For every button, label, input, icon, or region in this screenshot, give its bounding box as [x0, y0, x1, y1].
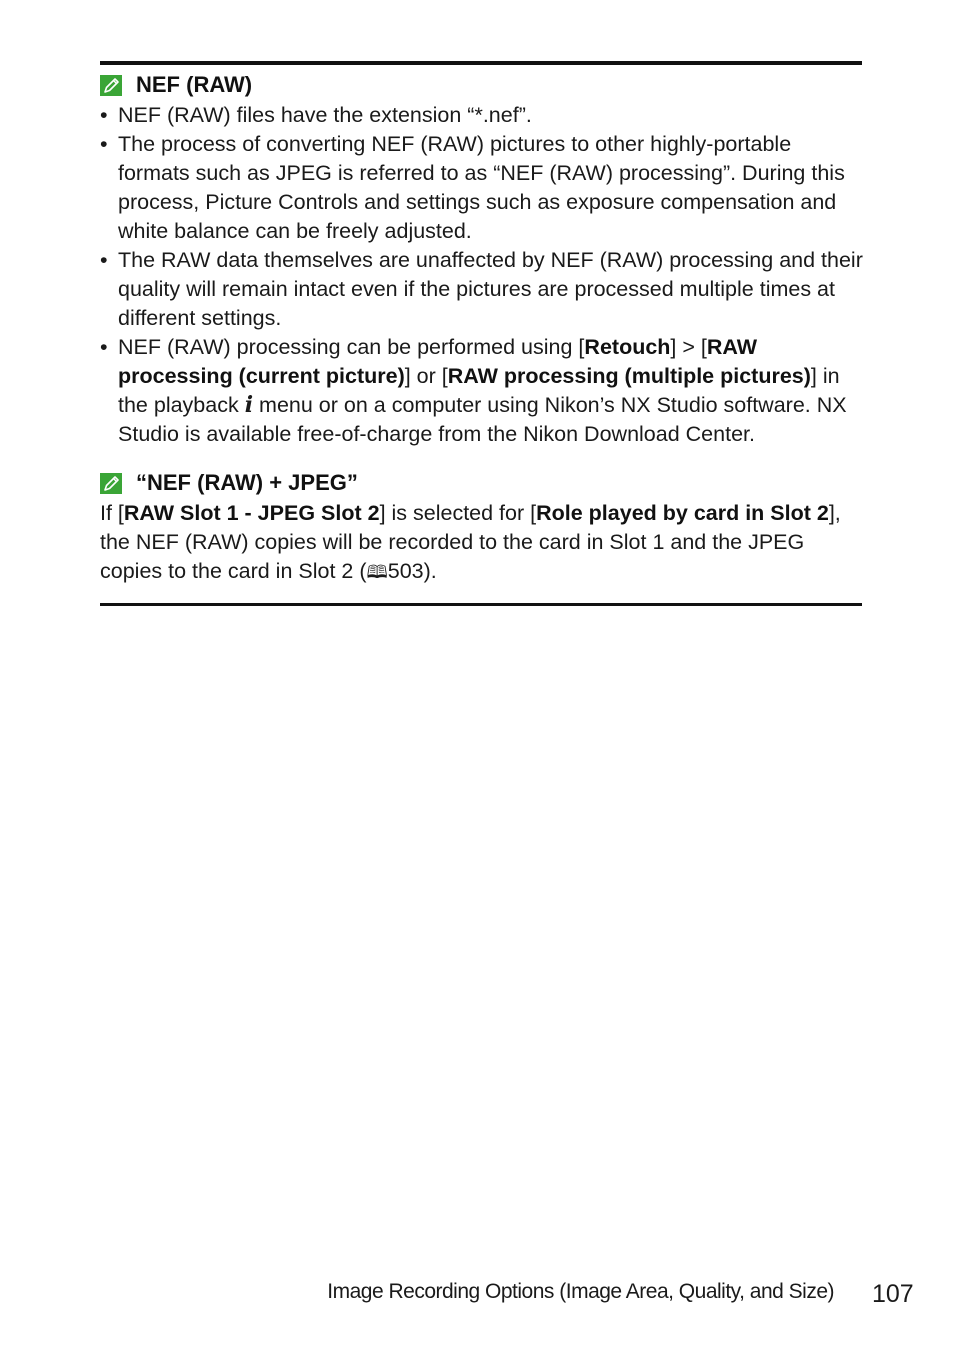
note-heading-nef-raw-jpeg [100, 468, 358, 497]
note-heading-nef-raw [100, 70, 252, 99]
body-text: The RAW data themselves are unaffected by NEF (RAW) processing and their quality will remain intact even if the pictures are processed multiple times at different settings. [118, 248, 863, 330]
playback-i-icon: i [244, 392, 254, 418]
note-title: NEF (RAW) [136, 72, 253, 97]
body-text: If [ [100, 501, 124, 525]
pencil-note-icon [100, 472, 122, 493]
menu-item-reference: Role played by card in Slot 2 [536, 501, 829, 525]
menu-item-reference: RAW processing (current picture) [118, 335, 758, 388]
menu-item-reference: RAW Slot 1 - JPEG Slot 2 [123, 501, 380, 525]
body-text: ], the NEF (RAW) copies will be recorded to the card in Slot 1 and the JPEG copies to the card in Slot 2 ( [100, 501, 841, 583]
book-icon: 🕮 [366, 562, 388, 583]
body-text: NEF (RAW) files have the extension “*.nef”. [118, 103, 532, 127]
body-text: ] is selected for [ [379, 501, 537, 525]
pencil-note-icon [100, 74, 122, 95]
bullet-item [100, 101, 866, 130]
body-text: ] or [ [404, 364, 448, 388]
nef-raw-jpeg-paragraph [100, 499, 866, 587]
body-text: ] > [ [670, 335, 707, 359]
body-text: The process of converting NEF (RAW) pictures to other highly-portable formats such as JPEG is referred to as “NEF (RAW) processing”. During this process, Picture Controls and settings such as exposure compensation and white balance can be freely adjusted. [118, 132, 845, 243]
nef-raw-bullet-list [100, 101, 866, 449]
body-text: NEF (RAW) processing can be performed using [ [118, 335, 585, 359]
page-number: 107 [872, 1280, 914, 1308]
bullet-item [100, 130, 866, 246]
menu-item-reference: RAW processing (multiple pictures) [447, 364, 811, 388]
top-rule [100, 61, 862, 65]
menu-item-reference: Retouch [584, 335, 671, 359]
body-text: 503). [387, 559, 437, 583]
bullet-item [100, 333, 866, 449]
body-text: ] in the playback [118, 364, 840, 417]
bullet-item [100, 246, 866, 333]
note-title: “NEF (RAW) + JPEG” [136, 470, 358, 495]
bottom-rule [100, 603, 862, 606]
body-text: menu or on a computer using Nikon’s NX Studio software. NX Studio is available free-of-charge from the Nikon Download Center. [118, 393, 847, 446]
footer-section-title: Image Recording Options (Image Area, Quality, and Size) [327, 1280, 834, 1303]
